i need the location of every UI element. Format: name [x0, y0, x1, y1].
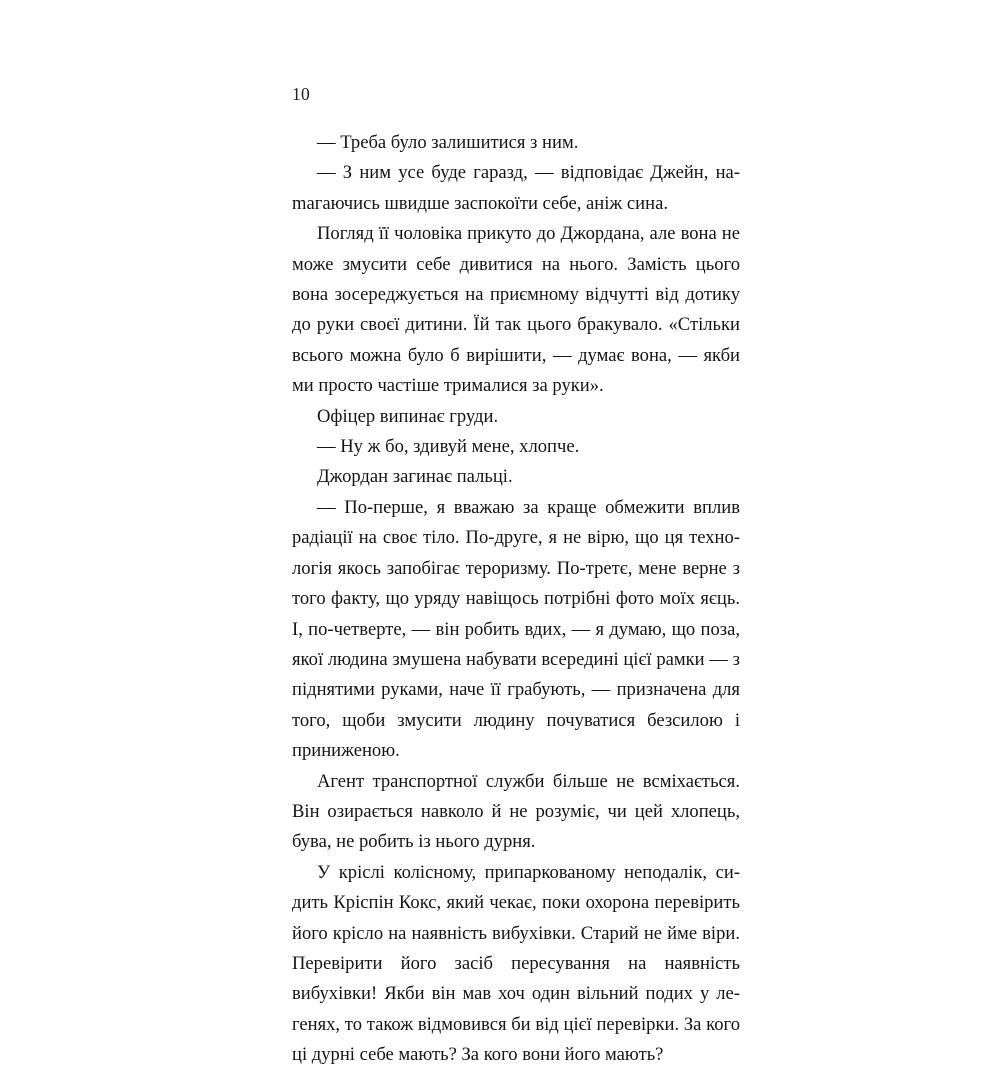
body-text — [292, 128, 740, 1071]
paragraph: — Треба було залишитися з ним. — [317, 132, 579, 153]
paragraph: Агент транспортної служби більше не всміхається. Він озирається навколо й не розуміє, чи цей хлопець, бува, не робить із нього дурня. — [292, 770, 740, 853]
paragraph: Погляд її чоловіка прикуто до Джордана, але вона не може змусити себе дивитися на нього. Замість цього вона зосереджується на приємному відчутті від дотику до руки своєї дитини. Їй так цього бракувало. «Стільки всього можна було б вирішити, — думає вона, — якби ми просто частіше трималися за руки». — [292, 223, 740, 397]
paragraph: У кріслі колісному, припаркованому неподалік, сидить Кріспін Кокс, який чекає, поки охорона перевірить його крісло на наявність вибухівки. Старий не йме віри. Перевірити його засіб пересування на наявність вибухівки! Якби він мав хоч один вільний подих у легенях, то також відмовився би від цієї перевірки. За кого ці дурні себе мають? За кого вони його мають? — [292, 861, 740, 1066]
paragraph: — Ну ж бо, здивуй мене, хлопче. — [317, 436, 580, 458]
paragraph: Джордан загинає пальці. — [317, 466, 513, 488]
page-number: 10 — [292, 84, 310, 104]
paragraph: Офіцер випинає груди. — [317, 405, 499, 427]
paragraph: — По-перше, я вважаю за краще обмежити вплив радіації на своє тіло. По-друге, я не вірю, що ця технологія якось запобігає тероризму. По-третє, мене верне з того факту, що уряду навіщось потрібні фото моїх яєць. І, по-четверте, — він робить вдих, — я думаю, що поза, якої людина змушена набувати всередині цієї рамки — з піднятими руками, наче її грабують, — призначена для того, щоби змусити людину почуватися безсилою і приниженою. — [292, 496, 740, 762]
paragraph: — З ним усе буде гаразд, — відповідає Джейн, наmагаючись швидше заспокоїти себе, аніж сина. — [292, 162, 740, 214]
